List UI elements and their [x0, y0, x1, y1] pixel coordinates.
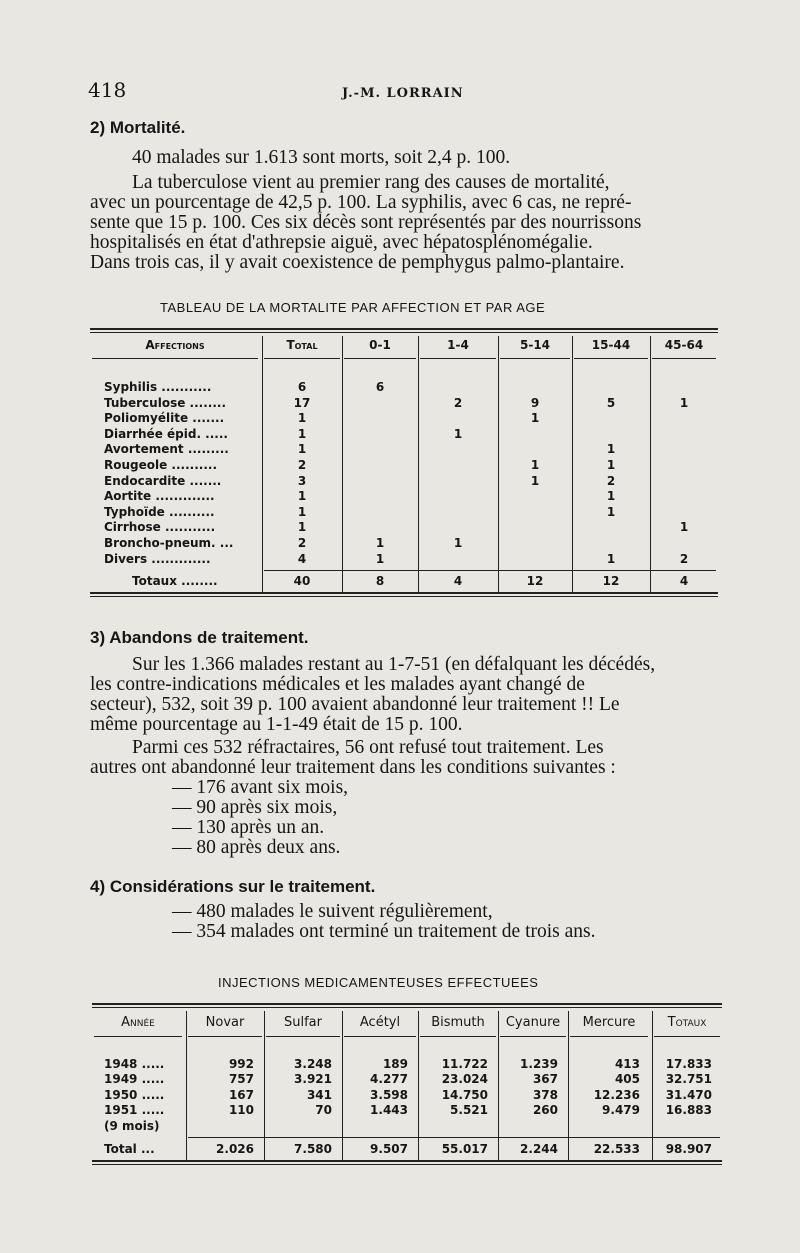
table-column-rule	[498, 1011, 499, 1160]
table-cell: 5.521	[450, 1103, 488, 1118]
table-cell: 1.443	[370, 1103, 408, 1118]
totals-cell: 9.507	[370, 1142, 408, 1156]
row-label: Cirrhose ...........	[104, 520, 216, 535]
mortality-table-caption: TABLEAU DE LA MORTALITE PAR AFFECTION ET PAR AGE	[160, 300, 546, 315]
table-column-rule	[342, 336, 343, 592]
table-cell: 2	[606, 473, 616, 488]
totals-label: Total ...	[104, 1142, 155, 1156]
table-cell: 1	[375, 551, 385, 566]
list-item: — 176 avant six mois,	[172, 777, 349, 798]
table-rule	[92, 1164, 722, 1165]
row-label: 1948 .....	[104, 1057, 165, 1071]
table-rule	[420, 358, 496, 359]
paragraph-line: autres ont abandonné leur traitement dans les conditions suivantes :	[90, 757, 616, 778]
table-cell: 1	[453, 536, 463, 550]
totals-cell: 7.580	[294, 1142, 332, 1156]
table-column-rule	[418, 1011, 419, 1160]
table-cell: 1	[606, 458, 616, 472]
table-cell: 4	[297, 551, 307, 566]
table-cell: 1	[297, 442, 307, 457]
table-cell: 1	[606, 489, 616, 504]
paragraph-line: les contre-indications médicales et les malades ayant changé de	[90, 674, 585, 695]
table-rule	[264, 570, 716, 571]
column-header: 5-14	[519, 338, 551, 352]
table-column-rule	[652, 1011, 653, 1160]
list-item: — 480 malades le suivent régulièrement,	[172, 901, 493, 922]
paragraph-line: Sur les 1.366 malades restant au 1-7-51 (en défalquant les décédés,	[132, 654, 656, 675]
table-cell: 1	[530, 411, 540, 426]
table-rule	[264, 358, 340, 359]
table-cell: 31.470	[665, 1087, 712, 1102]
totals-cell: 4	[453, 574, 463, 588]
table-cell: 2	[679, 551, 689, 566]
table-cell: 12.236	[593, 1087, 640, 1102]
row-label: 1949 .....	[104, 1072, 165, 1087]
table-cell: 23.024	[441, 1072, 488, 1087]
section-4-title	[90, 877, 375, 897]
column-header: Sulfar	[284, 1015, 322, 1030]
paragraph-line: Dans trois cas, il y avait coexistence de pemphygus palmo-plantaire.	[90, 252, 625, 273]
paragraph-line: même pourcentage au 1-1-49 était de 15 p. 100.	[90, 714, 463, 735]
table-rule	[92, 1160, 722, 1162]
table-cell: 9	[530, 395, 540, 410]
table-cell: 405	[614, 1072, 640, 1087]
list-item: — 90 après six mois,	[172, 797, 338, 818]
table-column-rule	[572, 336, 573, 592]
list-item: — 80 après deux ans.	[172, 837, 341, 858]
paragraph-line: La tuberculose vient au premier rang des causes de mortalité,	[132, 172, 610, 193]
table-rule	[570, 1036, 648, 1037]
table-rule	[94, 1036, 182, 1037]
row-label: Syphilis ...........	[104, 380, 212, 394]
row-label: Broncho-pneum. ...	[104, 536, 234, 550]
table-cell: 17.833	[665, 1057, 712, 1071]
column-header: Totaux	[667, 1015, 707, 1030]
table-cell: 1	[679, 395, 689, 410]
table-cell: 70	[315, 1103, 332, 1118]
table-cell: 260	[532, 1103, 558, 1118]
row-label: Rougeole ..........	[104, 458, 218, 472]
table-column-rule	[186, 1011, 187, 1160]
table-cell: 11.722	[441, 1057, 488, 1071]
table-cell: 413	[614, 1057, 640, 1071]
section-4-title-text: 4) Considérations sur le traitement.	[90, 877, 376, 896]
totals-cell: 12	[526, 574, 544, 588]
table-rule	[188, 1036, 262, 1037]
table-rule	[90, 596, 718, 597]
table-cell: 378	[532, 1087, 558, 1102]
list-item: — 354 malades ont terminé un traitement de trois ans.	[172, 921, 596, 942]
table-cell: 167	[228, 1087, 254, 1102]
table-cell: 1	[606, 442, 616, 457]
injections-table-caption: INJECTIONS MEDICAMENTEUSES EFFECTUEES	[218, 975, 539, 990]
table-column-rule	[498, 336, 499, 592]
column-header: 0-1	[369, 338, 391, 352]
totals-cell: 40	[293, 574, 311, 588]
table-cell: 9.479	[602, 1103, 640, 1118]
table-cell: 2	[297, 536, 307, 550]
table-cell: 1	[297, 489, 307, 504]
row-label: Poliomyélite .......	[104, 411, 225, 426]
table-rule	[344, 358, 416, 359]
table-cell: 3.598	[370, 1087, 408, 1102]
table-cell: 3.921	[294, 1072, 332, 1087]
running-header-author: J.-M. LORRAIN	[342, 86, 464, 101]
table-rule	[500, 358, 570, 359]
column-header: Acétyl	[359, 1015, 401, 1030]
table-cell: 6	[297, 380, 307, 394]
row-label: Aortite .............	[104, 489, 215, 504]
table-rule	[420, 1036, 496, 1037]
totals-label: Totaux ........	[132, 574, 218, 588]
table-cell: 5	[606, 395, 616, 410]
section-2-paragraph-1: 40 malades sur 1.613 sont morts, soit 2,4 p. 100.	[132, 147, 511, 168]
column-header: 45-64	[664, 338, 704, 352]
table-cell: 1	[606, 504, 616, 519]
column-header: Novar	[205, 1015, 245, 1030]
row-label: Endocardite .......	[104, 473, 222, 488]
table-cell: 17	[293, 395, 311, 410]
row-label: Diarrhée épid. .....	[104, 426, 228, 441]
table-column-rule	[418, 336, 419, 592]
table-cell: 3.248	[294, 1057, 332, 1071]
table-cell: 1.239	[520, 1057, 558, 1071]
column-header: Total	[286, 338, 318, 352]
paragraph-line: sente que 15 p. 100. Ces six décès sont représentés par des nourrissons	[90, 212, 642, 233]
table-cell: 3	[297, 473, 307, 488]
table-rule	[90, 332, 718, 333]
section-2-title-text: 2) Mortalité.	[90, 118, 186, 137]
section-3-title-text: 3) Abandons de traitement.	[90, 628, 309, 647]
page-number: 418	[88, 78, 127, 102]
table-cell: 1	[297, 411, 307, 426]
table-rule	[652, 358, 716, 359]
table-column-rule	[568, 1011, 569, 1160]
table-cell: 1	[453, 426, 463, 441]
table-rule	[266, 1036, 340, 1037]
table-cell: 992	[228, 1057, 254, 1071]
paragraph-line: Parmi ces 532 réfractaires, 56 ont refusé tout traitement. Les	[132, 737, 604, 758]
paragraph-line: hospitalisés en état d'athrepsie aiguë, avec hépatosplénomégalie.	[90, 232, 593, 253]
table-rule	[92, 1007, 722, 1008]
table-rule	[344, 1036, 416, 1037]
row-label: (9 mois)	[104, 1118, 160, 1133]
table-cell: 341	[306, 1087, 332, 1102]
column-header: Bismuth	[431, 1015, 485, 1030]
table-cell: 1	[606, 551, 616, 566]
totals-cell: 2.026	[216, 1142, 254, 1156]
table-cell: 6	[375, 380, 385, 394]
section-3-paragraph-2	[90, 738, 723, 778]
table-cell: 2	[453, 395, 463, 410]
totals-cell: 8	[375, 574, 385, 588]
column-header: Mercure	[582, 1015, 636, 1030]
table-column-rule	[650, 336, 651, 592]
totals-cell: 2.244	[520, 1142, 558, 1156]
table-rule	[574, 358, 648, 359]
list-item: — 130 après un an.	[172, 817, 325, 838]
table-rule	[92, 1003, 722, 1005]
table-cell: 4.277	[370, 1072, 408, 1087]
row-label: 1950 .....	[104, 1087, 165, 1102]
row-label: Typhoïde ..........	[104, 504, 215, 519]
table-column-rule	[342, 1011, 343, 1160]
table-rule	[92, 358, 258, 359]
mortality-table	[0, 0, 800, 620]
totals-cell: 22.533	[593, 1142, 640, 1156]
section-3-list	[172, 778, 348, 858]
table-column-rule	[262, 336, 263, 592]
table-cell: 1	[297, 426, 307, 441]
table-cell: 1	[530, 473, 540, 488]
table-cell: 16.883	[665, 1103, 712, 1118]
table-cell: 14.750	[441, 1087, 488, 1102]
row-label: Tuberculose ........	[104, 395, 226, 410]
table-rule	[654, 1036, 720, 1037]
section-3-paragraph-1	[90, 655, 723, 735]
table-cell: 2	[297, 458, 307, 472]
table-cell: 1	[297, 520, 307, 535]
row-label: Avortement .........	[104, 442, 229, 457]
row-label: Divers .............	[104, 551, 211, 566]
table-cell: 757	[228, 1072, 254, 1087]
section-3-title	[90, 628, 309, 648]
table-cell: 110	[228, 1103, 254, 1118]
column-header: Année	[121, 1015, 155, 1030]
table-rule	[90, 328, 718, 330]
paragraph-line: avec un pourcentage de 42,5 p. 100. La syphilis, avec 6 cas, ne repré-	[90, 192, 632, 213]
totals-cell: 4	[679, 574, 689, 588]
table-rule	[188, 1137, 720, 1138]
table-cell: 1	[679, 520, 689, 535]
table-cell: 1	[297, 504, 307, 519]
column-header: 15-44	[591, 338, 631, 352]
totals-cell: 98.907	[665, 1142, 712, 1156]
column-header: Affections	[145, 338, 205, 352]
table-rule	[90, 592, 718, 594]
totals-cell: 55.017	[441, 1142, 488, 1156]
table-rule	[500, 1036, 566, 1037]
row-label: 1951 .....	[104, 1103, 165, 1118]
column-header: Cyanure	[505, 1015, 561, 1030]
table-cell: 189	[382, 1057, 408, 1071]
table-cell: 1	[375, 536, 385, 550]
column-header: 1-4	[447, 338, 469, 352]
section-4-list	[172, 902, 595, 942]
table-column-rule	[264, 1011, 265, 1160]
table-cell: 32.751	[665, 1072, 712, 1087]
table-cell: 367	[532, 1072, 558, 1087]
table-cell: 1	[530, 458, 540, 472]
paragraph-line: secteur), 532, soit 39 p. 100 avaient abandonné leur traitement !! Le	[90, 694, 620, 715]
totals-cell: 12	[602, 574, 620, 588]
